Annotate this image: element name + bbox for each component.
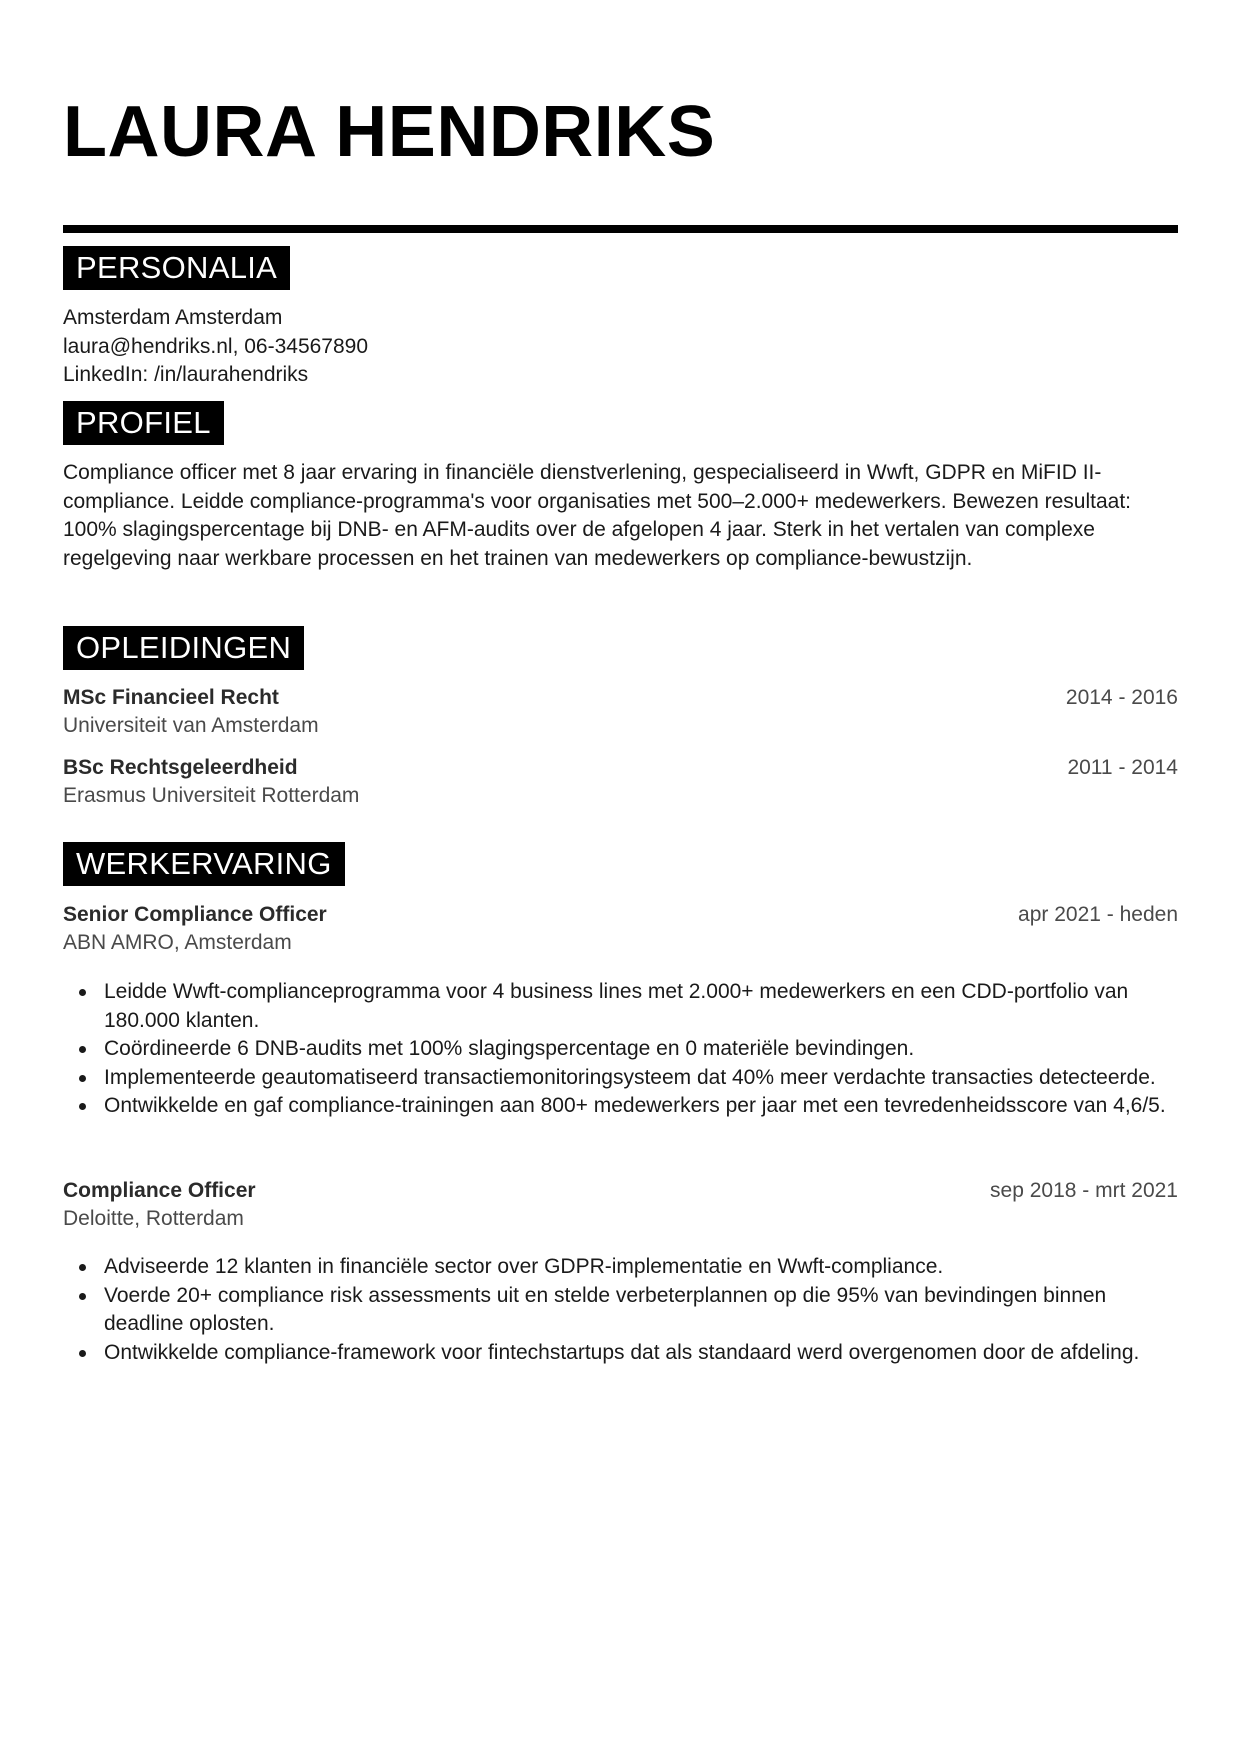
- candidate-name: LAURA HENDRIKS: [63, 92, 716, 172]
- list-item: [104, 1253, 1178, 1282]
- education-degree: MSc Financieel Recht: [63, 686, 279, 709]
- achievement-text: Adviseerde 12 klanten in financiële sector over GDPR-implementatie en Wwft-compliance.: [104, 1255, 944, 1278]
- personalia-location: Amsterdam Amsterdam: [63, 306, 283, 329]
- job-achievements: [63, 978, 1178, 1121]
- bullet-icon: [79, 1075, 86, 1082]
- bullet-icon: [79, 1350, 86, 1357]
- job-dates: apr 2021 - heden: [1018, 903, 1178, 926]
- header-divider: [63, 225, 1178, 233]
- achievement-text: Leidde Wwft-complianceprogramma voor 4 business lines met 2.000+ medewerkers en een CDD-portfolio van 180.000 klanten.: [104, 980, 1129, 1032]
- job-role: Compliance Officer: [63, 1179, 256, 1202]
- list-item: [104, 1339, 1178, 1368]
- personalia-contact: laura@hendriks.nl, 06-34567890: [63, 334, 369, 358]
- education-school: Universiteit van Amsterdam: [63, 714, 319, 737]
- profile-summary: Compliance officer met 8 jaar ervaring in financiële dienstverlening, gespecialiseerd in Wwft, GDPR en MiFID II-compliance. Leidde compliance-programma's voor organisaties met 500–2.000+ medewerkers. Bewezen resultaat: 100% slagingspercentage bij DNB- en AFM-audits over de afgelopen 4 jaar. Sterk in het vertalen van complexe regelgeving naar werkbare processen en het trainen van medewerkers op compliance-bewustzijn.: [63, 461, 1131, 570]
- job-achievements: [63, 1253, 1178, 1367]
- list-item: [104, 1282, 1178, 1339]
- achievement-text: Implementeerde geautomatiseerd transactiemonitoringsysteem dat 40% meer verdachte transacties detecteerde.: [104, 1065, 1156, 1089]
- education-degree: BSc Rechtsgeleerdheid: [63, 756, 298, 779]
- education-entry: [63, 684, 1178, 740]
- job-company: Deloitte, Rotterdam: [63, 1207, 244, 1230]
- education-dates: 2011 - 2014: [1067, 756, 1178, 779]
- personalia-linkedin: LinkedIn: /in/laurahendriks: [63, 363, 309, 387]
- achievement-text: Ontwikkelde compliance-framework voor fintechstartups dat als standaard werd overgenomen door de afdeling.: [104, 1340, 1140, 1364]
- job-dates: sep 2018 - mrt 2021: [990, 1179, 1178, 1202]
- list-item: [104, 1064, 1178, 1093]
- education-entry: [63, 754, 1178, 810]
- bullet-icon: [79, 1046, 86, 1053]
- list-item: [104, 1035, 1178, 1064]
- job-company: ABN AMRO, Amsterdam: [63, 931, 292, 954]
- personalia-details: [63, 304, 1178, 390]
- list-item: [104, 1092, 1178, 1121]
- job-entry: [63, 1177, 1178, 1233]
- bullet-icon: [79, 1103, 86, 1110]
- section-title-personalia: PERSONALIA: [63, 246, 290, 290]
- achievement-text: Ontwikkelde en gaf compliance-trainingen aan 800+ medewerkers per jaar met een tevredenheidsscore van 4,6/5.: [104, 1094, 1166, 1118]
- job-entry: [63, 901, 1178, 957]
- education-dates: 2014 - 2016: [1065, 686, 1178, 709]
- list-item: [104, 978, 1178, 1035]
- bullet-icon: [79, 989, 86, 996]
- section-title-opleidingen: OPLEIDINGEN: [63, 626, 304, 670]
- section-title-werkervaring: WERKERVARING: [63, 842, 345, 886]
- achievement-text: Voerde 20+ compliance risk assessments uit en stelde verbeterplannen op die 95% van bevindingen binnen deadline oplosten.: [104, 1283, 1107, 1336]
- job-role: Senior Compliance Officer: [63, 903, 327, 926]
- section-title-profiel: PROFIEL: [63, 401, 224, 445]
- bullet-icon: [79, 1293, 86, 1300]
- bullet-icon: [79, 1264, 86, 1271]
- education-school: Erasmus Universiteit Rotterdam: [63, 784, 360, 807]
- achievement-text: Coördineerde 6 DNB-audits met 100% slagingspercentage en 0 materiële bevindingen.: [104, 1037, 915, 1061]
